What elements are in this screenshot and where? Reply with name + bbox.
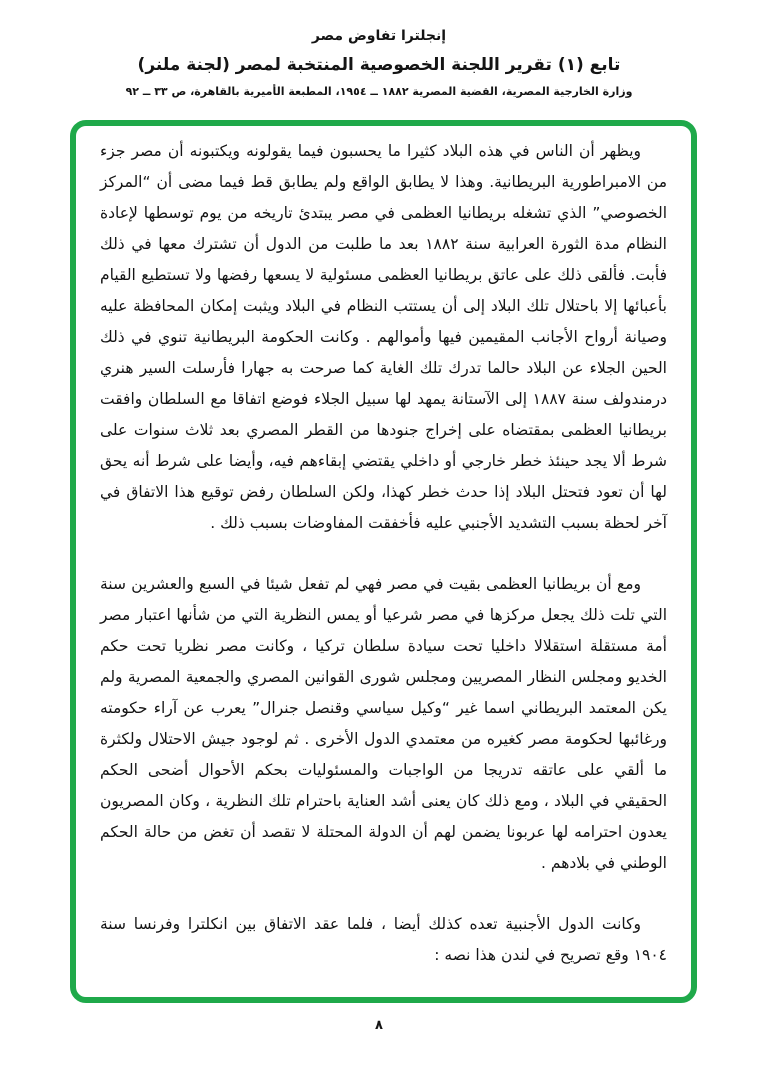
body-text <box>100 136 667 1003</box>
document-title: إنجلترا تفاوض مصر <box>311 28 447 44</box>
paragraph-4-quote <box>100 1001 667 1003</box>
paragraph-3: وكانت الدول الأجنبية تعده كذلك أيضا ، فلما عقد الاتفاق بين انكلترا وفرنسا سنة ١٩٠٤ وقع تصريح في لندن هذا نصه : <box>100 915 667 964</box>
page-footer <box>0 1014 758 1033</box>
document-header <box>0 0 758 100</box>
green-text-frame <box>70 120 697 1003</box>
document-source-citation: وزارة الخارجية المصرية، القضية المصرية ١٨٨٢ ــ ١٩٥٤، المطبعة الأميرية بالقاهرة، ص ٣٣ ــ ٩٢ <box>125 85 633 98</box>
document-subtitle: تابع (١) تقرير اللجنة الخصوصية المنتخبة لمصر (لجنة ملنر) <box>137 55 621 75</box>
paragraph-2: ومع أن بريطانيا العظمى بقيت في مصر فهي لم تفعل شيئا في السبع والعشرين سنة التي تلت ذلك يجعل مركزها في مصر شرعيا أو يمس النظرية التي من شأنها اعتبار مصر أمة مستقلة استقلالا داخليا تحت سيادة سلطان تركيا ، وكانت مصر نظريا تحت حكم الخديو ومجلس النظار المصريين ومجلس شورى القوانين المصري والجمعية المصرية ولم يكن المعتمد البريطاني اسما غير “وكيل سياسي وقنصل جنرال” يعرب عن آراء حكومته ورغائبها لحكومة مصر كغيره من معتمدي الدول الأخرى . ثم لوجود جيش الاحتلال ولكثرة ما ألقي على عاتقه تدريجا من الواجبات والمسئوليات بحكم الأحوال أضحى الحكم الحقيقي في البلاد ، ومع ذلك كان يعنى أشد العناية باحترام تلك النظرية ، وكان المصريون يعدون احترامه لها عربونا يضمن لهم أن الدولة المحتلة لا تقصد أن تغض من حالة الحكم الوطني في بلادهم . <box>100 575 667 872</box>
page-number: ٨ <box>375 1018 383 1033</box>
paragraph-1: ويظهر أن الناس في هذه البلاد كثيرا ما يحسبون فيما يقولونه ويكتبونه أن مصر جزء من الامبراطورية البريطانية. وهذا لا يطابق الواقع ولم يطابق قط فيما مضى أن “المركز الخصوصي” الذي تشغله بريطانيا العظمى في مصر يبتدئ تاريخه من يوم توسطها لإعادة النظام مدة الثورة العرابية سنة ١٨٨٢ بعد ما طلبت من الدول أن تشترك معها في ذلك فأبت. فألقى ذلك على عاتق بريطانيا العظمى مسئولية لا يسعها رفضها ولا تستطيع القيام بأعبائها إلا باحتلال تلك البلاد إلى أن يستتب النظام في البلاد ويثبت إمكان المحافظة عليه وصيانة أرواح الأجانب المقيمين فيها وأموالهم . وكانت الحكومة البريطانية تنوي في ذلك الحين الجلاء عن البلاد حالما تدرك تلك الغاية كما صرحت به جهارا فأرسلت السير هنري درمندولف سنة ١٨٨٧ إلى الآستانة يمهد لها سبيل الجلاء فوضع اتفاقا مع السلطان وافقت بريطانيا العظمى بمقتضاه على إخراج جنودها من القطر المصري بعد ثلاث سنوات على شرط ألا يجد حينئذ خطر خارجي أو داخلي يقتضي إبقاءهم فيه، وأيضا على شرط أنه يحق لها أن تعود فتحتل البلاد إذا حدث خطر كهذا، ولكن السلطان رفض توقيع هذا الاتفاق في آخر لحظة بسبب التشديد الأجنبي عليه فأخفقت المفاوضات بسبب ذلك . <box>100 142 667 532</box>
